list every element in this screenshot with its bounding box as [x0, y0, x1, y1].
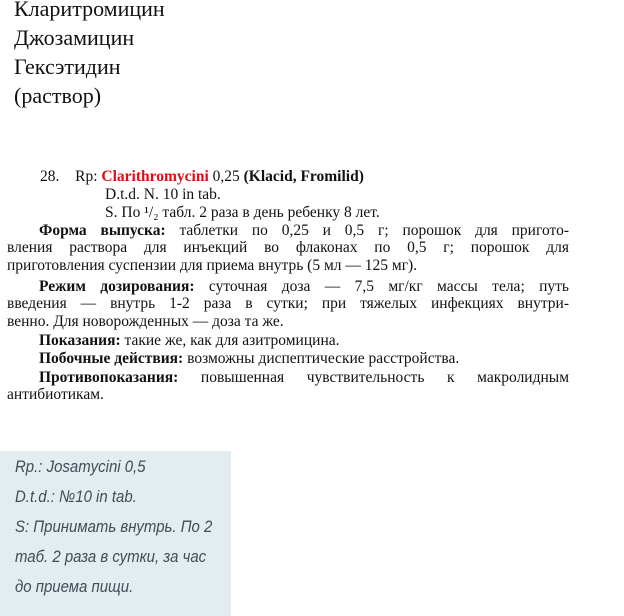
- dosage-line: [7, 278, 569, 295]
- form-line: приготовления суспензии для приема внутрь (5 мл — 125 мг).: [7, 256, 418, 274]
- side-effects-section: [7, 350, 569, 367]
- dosage-section: [7, 278, 569, 330]
- drug-latin-name: Clarithromycini: [101, 168, 209, 185]
- prescription-dtd: D.t.d. N. 10 in tab.: [105, 186, 221, 203]
- contraindications-line: [7, 369, 569, 386]
- drug-dose: 0,25: [212, 168, 240, 185]
- card-line: Rp.: Josamycini 0,5: [15, 457, 146, 476]
- card-line: D.t.d.: №10 in tab.: [15, 487, 137, 506]
- contraindications-label: Противопоказания:: [39, 369, 179, 386]
- drug-brands: (Klacid, Fromilid): [243, 168, 364, 185]
- card-line: S: Принимать внутрь. По 2: [15, 517, 213, 536]
- form-section: [7, 222, 569, 274]
- prescription-signa: S. По ¹/₂ табл. 2 раза в день ребенку 8 лет.: [105, 204, 380, 221]
- prescription-header: [40, 168, 364, 185]
- indications-section: [7, 332, 569, 349]
- drug-list-item: Гексэтидин: [14, 54, 121, 79]
- dosage-text: суточная доза — 7,5 мг/кг массы тела; путь: [208, 278, 570, 295]
- dosage-line: введения — внутрь 1-2 раза в сутки; при тяжелых инфекциях внутри-: [7, 295, 569, 313]
- side-effects-text: возможны диспептические расстройства.: [187, 350, 460, 367]
- form-label: Форма выпуска:: [39, 222, 166, 239]
- form-line: [7, 222, 569, 239]
- card-line: до приема пищи.: [15, 577, 134, 596]
- dosage-label: Режим дозирования:: [39, 278, 195, 295]
- drug-name-list: [14, 0, 165, 110]
- contraindications-text: повышенная чувствительность к макролидным: [200, 369, 569, 386]
- drug-list-item: Джозамицин: [14, 25, 135, 50]
- drug-list-item: (раствор): [14, 83, 102, 108]
- indications-line: [7, 332, 569, 349]
- drug-list-item: Кларитромицин: [14, 0, 165, 21]
- contraindications-section: [7, 369, 569, 404]
- josamycin-card: [0, 451, 231, 616]
- side-effects-label: Побочные действия:: [39, 350, 184, 367]
- form-text: таблетки по 0,25 и 0,5 г; порошок для пригото-: [179, 222, 569, 239]
- side-effects-line: [7, 350, 569, 367]
- rp-label: Rp:: [75, 168, 98, 185]
- form-line: вления раствора для инъекций во флаконах по 0,5 г; порошок для: [7, 239, 569, 257]
- prescription-number: 28.: [40, 168, 60, 185]
- indications-label: Показания:: [39, 332, 121, 349]
- card-line: таб. 2 раза в сутки, за час: [15, 547, 207, 566]
- indications-text: такие же, как для азитромицина.: [124, 332, 340, 349]
- dosage-line: венно. Для новорожденных — доза та же.: [7, 312, 284, 330]
- contraindications-line: антибиотикам.: [7, 386, 104, 404]
